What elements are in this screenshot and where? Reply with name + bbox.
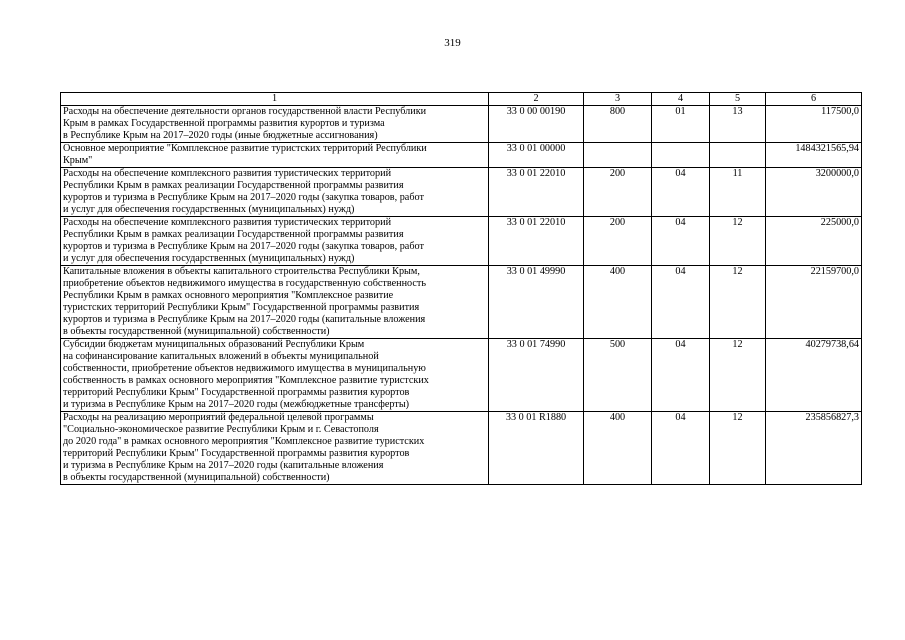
row-col4: 04 [652,266,710,339]
row-col4: 04 [652,168,710,217]
row-code: 33 0 01 22010 [489,217,584,266]
row-amount: 117500,0 [766,106,862,143]
row-col5: 11 [710,168,766,217]
row-description: Субсидии бюджетам муниципальных образований Республики Крым на софинансирование капитальных вложений в объекты муниципальной собственности, приобретение объектов недвижимого имущества в муниципальную собственность в рамках основного мероприятия "Комплексное развитие туристских территорий Республики Крым" Государственной программы развития курортов и туризма в Республике Крым на 2017–2020 годы (межбюджетные трансферты) [61,339,489,412]
row-col4: 04 [652,339,710,412]
row-col4: 01 [652,106,710,143]
row-amount: 1484321565,94 [766,143,862,168]
column-header-3: 3 [584,93,652,106]
row-code: 33 0 01 00000 [489,143,584,168]
row-col3 [584,143,652,168]
row-description: Основное мероприятие "Комплексное развитие туристских территорий Республики Крым" [61,143,489,168]
row-code: 33 0 01 22010 [489,168,584,217]
table-row [61,168,862,217]
row-col5: 12 [710,266,766,339]
column-header-5: 5 [710,93,766,106]
row-col5 [710,143,766,168]
column-header-1: 1 [61,93,489,106]
row-col4: 04 [652,217,710,266]
row-col4 [652,143,710,168]
row-description: Расходы на обеспечение комплексного развития туристических территорий Республики Крым в рамках реализации Государственной программы развития курортов и туризма в Республике Крым на 2017–2020 годы (закупка товаров, работ и услуг для обеспечения государственных (муниципальных) нужд) [61,168,489,217]
row-col3: 400 [584,412,652,485]
row-col4: 04 [652,412,710,485]
row-description: Расходы на обеспечение деятельности органов государственной власти Республики Крым в рамках Государственной программы развития курортов и туризма в Республике Крым на 2017–2020 годы (иные бюджетные ассигнования) [61,106,489,143]
row-description: Расходы на реализацию мероприятий федеральной целевой программы "Социально-экономическое развитие Республики Крым и г. Севастополя до 2020 года" в рамках основного мероприятия "Комплексное развитие туристских территорий Республики Крым" Государственной программы развития курортов и туризма в Республике Крым на 2017–2020 годы (капитальные вложения в объекты государственной (муниципальной) собственности) [61,412,489,485]
column-header-2: 2 [489,93,584,106]
row-col3: 200 [584,217,652,266]
row-amount: 22159700,0 [766,266,862,339]
row-col3: 400 [584,266,652,339]
page-number: 319 [444,37,461,49]
row-col5: 12 [710,339,766,412]
table-row [61,266,862,339]
budget-table [60,92,862,485]
row-code: 33 0 01 74990 [489,339,584,412]
row-col3: 800 [584,106,652,143]
row-amount: 225000,0 [766,217,862,266]
row-col5: 13 [710,106,766,143]
table-row [61,143,862,168]
row-col3: 200 [584,168,652,217]
table-row [61,339,862,412]
table-header-row [61,93,862,106]
row-code: 33 0 00 00190 [489,106,584,143]
row-col5: 12 [710,412,766,485]
row-amount: 3200000,0 [766,168,862,217]
row-code: 33 0 01 R1880 [489,412,584,485]
table-row [61,412,862,485]
row-amount: 235856827,3 [766,412,862,485]
table-row [61,217,862,266]
row-description: Расходы на обеспечение комплексного развития туристических территорий Республики Крым в рамках реализации Государственной программы развития курортов и туризма в Республике Крым на 2017–2020 годы (закупка товаров, работ и услуг для обеспечения государственных (муниципальных) нужд) [61,217,489,266]
table-row [61,106,862,143]
row-col3: 500 [584,339,652,412]
column-header-4: 4 [652,93,710,106]
column-header-6: 6 [766,93,862,106]
row-description: Капитальные вложения в объекты капитального строительства Республики Крым, приобретение объектов недвижимого имущества в государственную собственность Республики Крым в рамках основного мероприятия "Комплексное развитие туристских территорий Республики Крым" Государственной программы развития курортов и туризма в Республике Крым на 2017–2020 годы (капитальные вложения в объекты государственной (муниципальной) собственности) [61,266,489,339]
row-col5: 12 [710,217,766,266]
row-code: 33 0 01 49990 [489,266,584,339]
row-amount: 40279738,64 [766,339,862,412]
